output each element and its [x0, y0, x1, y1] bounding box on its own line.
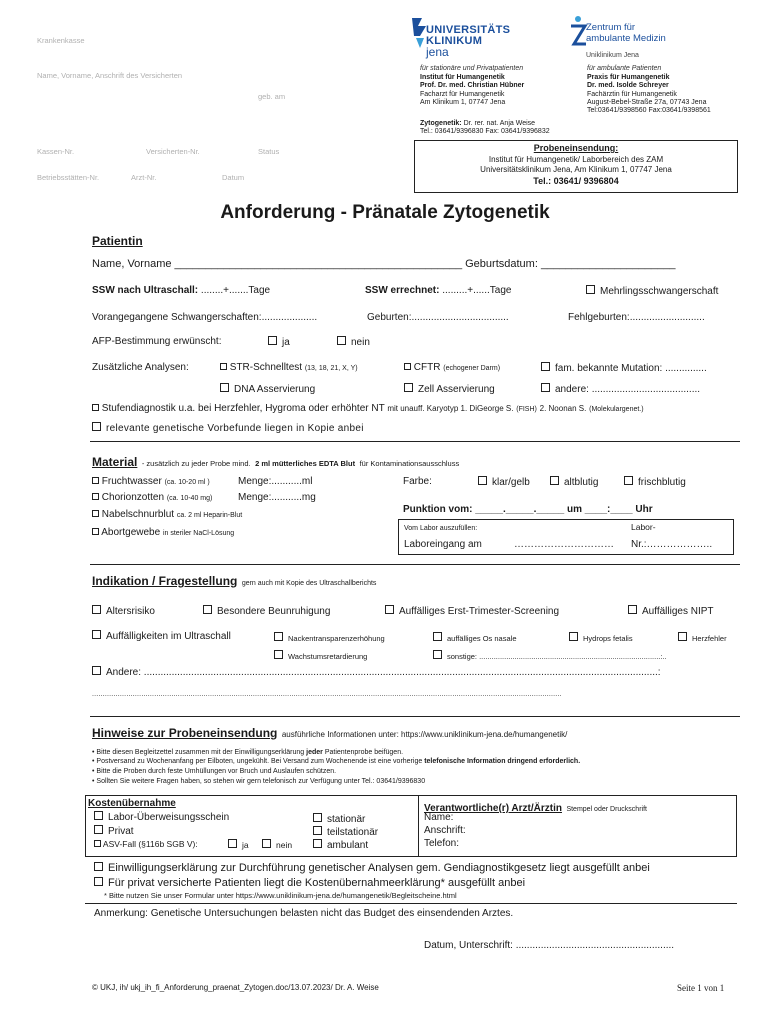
cftr-checkbox[interactable] — [404, 362, 500, 373]
andere-analysen-checkbox[interactable]: andere: ....................................... — [541, 383, 700, 395]
ukj-logo-line2: KLINIKUM — [426, 35, 483, 47]
labor-ueberweisung-checkbox[interactable]: Labor-Überweisungsschein — [94, 811, 229, 823]
probe-tel: Tel.: 03641/ 9396804 — [533, 176, 619, 186]
label-name-address: Name, Vorname, Anschrift des Versicherten — [37, 71, 183, 80]
name-birth-line[interactable]: Name, Vorname _______________________________________________ Geburtsdatum: ______________________ — [92, 258, 676, 270]
hinweis-2b: telefonische Information dringend erforderlich. — [424, 758, 581, 765]
label-versicherten-nr: Versicherten-Nr. — [146, 147, 200, 156]
label-arzt-nr: Arzt-Nr. — [131, 173, 157, 182]
altersrisiko-checkbox[interactable]: Altersrisiko — [92, 605, 155, 617]
afp-nein-checkbox[interactable]: nein — [337, 336, 370, 348]
ambulant-checkbox[interactable]: ambulant — [313, 839, 368, 851]
inst2-line2: Dr. med. Isolde Schreyer — [587, 82, 669, 89]
nipt-checkbox[interactable]: Auffälliges NIPT — [628, 605, 714, 617]
str-box[interactable] — [220, 363, 227, 370]
hinweis-2a: • Postversand zu Wochenanfang per Eilboten, ungekühlt. Bei Versand zum Wochenende ist eine vorherige — [92, 758, 423, 765]
footer-docinfo: © UKJ, ih/ ukj_ih_fi_Anforderung_praenat_Zytogen.doc/13.07.2023/ Dr. A. Weise — [92, 983, 379, 992]
abort-checkbox[interactable] — [92, 527, 234, 538]
zam-logo-line2: ambulante Medizin — [586, 33, 666, 44]
zyto-name: Dr. rer. nat. Anja Weise — [463, 120, 536, 127]
divider-indikation — [90, 716, 740, 717]
label-datum: Datum — [222, 173, 245, 182]
inst1-line1: Institut für Humangenetik — [420, 74, 505, 81]
probe-title: Probeneinsendung: — [533, 143, 619, 153]
privat-checkbox[interactable]: Privat — [94, 825, 134, 837]
einwilligung-checkbox[interactable]: Einwilligungserklärung zur Durchführung genetischer Analysen gem. Gendiagnostikgesetz liegt ausgefüllt anbei — [94, 862, 650, 874]
abort-label: Abortgewebe — [101, 527, 161, 538]
zyto-tel: Tel.: 03641/9396830 Fax: 03641/9396832 — [420, 128, 550, 135]
label-status: Status — [258, 147, 280, 156]
verant-heading-line — [424, 798, 647, 816]
andere-indikation-checkbox[interactable]: Andere: .........................................................................................................................................................................................: — [92, 666, 661, 678]
str-label: STR-Schnelltest — [229, 362, 303, 373]
hinweis-1b: jeder — [306, 749, 323, 756]
hinweise-heading: Hinweise zur Probeneinsendung — [92, 726, 278, 740]
fruchtwasser-checkbox[interactable] — [92, 476, 210, 487]
material-note-b: 2 ml mütterliches EDTA Blut — [255, 459, 356, 468]
vorangegangene-line[interactable]: Vorangegangene Schwangerschaften:.................... — [92, 312, 318, 323]
klar-checkbox[interactable]: klar/gelb — [478, 476, 530, 488]
footer-page: Seite 1 von 1 — [677, 983, 725, 993]
asv-box[interactable] — [94, 840, 101, 847]
stufen-box[interactable] — [92, 404, 99, 411]
frischblutig-checkbox[interactable]: frischblutig — [624, 476, 686, 488]
stufen-2: 2. Noonan S. — [539, 404, 587, 413]
afp-ja-checkbox[interactable]: ja — [268, 336, 290, 348]
ssw-errechnet[interactable] — [365, 285, 511, 296]
arzt-telefon-label[interactable]: Telefon: — [424, 838, 460, 849]
zam-logo-icon — [568, 14, 588, 48]
nabelschnur-label: Nabelschnurblut — [101, 509, 175, 520]
os-nasale-checkbox[interactable]: auffälliges Os nasale — [433, 632, 517, 643]
zell-checkbox[interactable]: Zell Asservierung — [404, 383, 495, 395]
fruchtwasser-box[interactable] — [92, 477, 99, 484]
inst1-line3: Facharzt für Humangenetik — [420, 91, 505, 98]
inst2-line3: Fachärztin für Humangenetik — [587, 91, 677, 98]
cftr-box[interactable] — [404, 363, 411, 370]
stufen-label: Stufendiagnostik u.a. bei Herzfehler, Hygroma oder erhöhter NT — [101, 403, 385, 414]
label-betriebsstaetten-nr: Betriebsstätten-Nr. — [37, 173, 100, 182]
str-small: (13, 18, 21, X, Y) — [304, 365, 358, 372]
zyto-label: Zytogenetik: — [420, 120, 462, 127]
zam-logo-line1: Zentrum für — [586, 22, 636, 33]
ets-checkbox[interactable]: Auffälliges Erst-Trimester-Screening — [385, 605, 559, 617]
asv-ja-checkbox[interactable]: ja — [228, 839, 249, 850]
sonstige-checkbox[interactable]: sonstige: .......................................................................................:.. — [433, 650, 667, 661]
teilstationaer-checkbox[interactable]: teilstationär — [313, 826, 378, 838]
formular-hint: * Bitte nutzen Sie unser Formular unter https://www.uniklinikum-jena.de/humangenetik/Begleitscheine.html — [104, 891, 457, 900]
befunde-checkbox[interactable]: relevante genetische Vorbefunde liegen in Kopie anbei — [92, 422, 364, 434]
nacken-checkbox[interactable]: Nackentransparenzerhöhung — [274, 632, 385, 643]
stempel-note: Stempel oder Druckschrift — [566, 806, 647, 813]
patientin-heading: Patientin — [92, 234, 143, 248]
stationaer-checkbox[interactable]: stationär — [313, 813, 365, 825]
indikation-heading: Indikation / Fragestellung — [92, 574, 238, 588]
material-note-a: - zusätzlich zu jeder Probe mind. — [141, 459, 251, 468]
beunruhigung-checkbox[interactable]: Besondere Beunruhigung — [203, 605, 330, 617]
divider-material — [90, 564, 740, 565]
fruchtwasser-small: (ca. 10-20 ml ) — [164, 479, 210, 486]
divider-patient — [90, 441, 740, 442]
ssw-ultraschall-value: ........+.......Tage — [200, 285, 271, 296]
ssw-ultraschall-label: SSW nach Ultraschall: — [92, 285, 199, 296]
probe-line2: Universitätsklinikum Jena, Am Klinikum 1, 07747 Jena — [480, 165, 672, 174]
verant-heading: Verantwortliche(r) Arzt/Ärztin — [424, 803, 562, 814]
ssw-errechnet-label: SSW errechnet: — [365, 285, 440, 296]
cftr-small: (echogener Darm) — [443, 365, 501, 372]
fehlgeburten-line[interactable]: Fehlgeburten:........................... — [568, 312, 705, 323]
label-kassen-nr: Kassen-Nr. — [37, 147, 75, 156]
hinweis-1 — [92, 749, 403, 756]
herzfehler-checkbox[interactable]: Herzfehler — [678, 632, 727, 643]
material-note-c: für Kontaminationsausschluss — [359, 459, 460, 468]
probeneinsendung-box — [414, 140, 738, 193]
indikation-note: gern auch mit Kopie des Ultraschallberichts — [241, 580, 377, 587]
labor-nr-label2[interactable]: Nr.:……………….. — [631, 539, 713, 550]
asv-nein-checkbox[interactable]: nein — [262, 839, 292, 850]
cz-menge[interactable]: Menge:...........mg — [238, 492, 316, 503]
hinweis-1c: Patientenprobe beifügen. — [324, 749, 404, 756]
nabelschnur-box[interactable] — [92, 510, 99, 517]
laboreingang-label: Laboreingang am — [404, 539, 482, 550]
stufen-small1: mit unauff. Karyotyp 1. DiGeorge S. — [387, 404, 514, 413]
arzt-anschrift-label[interactable]: Anschrift: — [424, 825, 466, 836]
chorion-box[interactable] — [92, 493, 99, 500]
labor-box — [398, 519, 734, 555]
laboreingang-dots[interactable]: ………………………… — [514, 539, 614, 550]
zam-logo-line3: Uniklinikum Jena — [586, 52, 639, 59]
fam-mutation-checkbox[interactable]: fam. bekannte Mutation: ............... — [541, 362, 707, 374]
altblutig-checkbox[interactable]: altblutig — [550, 476, 598, 488]
inst1-line2: Prof. Dr. med. Christian Hübner — [420, 82, 525, 89]
divider-einw — [85, 903, 737, 904]
zam-logo — [568, 14, 688, 64]
kosten-heading: Kostenübernahme — [88, 798, 176, 809]
anmerkung: Anmerkung: Genetische Untersuchungen belasten nicht das Budget des einsendenden Arztes. — [94, 908, 514, 919]
inst1-line4: Am Klinikum 1, 07747 Jena — [420, 99, 506, 106]
dna-checkbox[interactable]: DNA Asservierung — [220, 383, 315, 395]
chorion-checkbox[interactable] — [92, 492, 212, 503]
ssw-errechnet-value: .........+......Tage — [442, 285, 512, 296]
material-heading-line — [92, 453, 459, 471]
hydrops-checkbox[interactable]: Hydrops fetalis — [569, 632, 633, 643]
nabelschnur-checkbox[interactable] — [92, 509, 242, 520]
inst2-line1: Praxis für Humangenetik — [587, 74, 670, 81]
label-krankenkasse: Krankenkasse — [37, 36, 85, 45]
ukj-logo-line3: jena — [426, 45, 449, 59]
stufen-checkbox[interactable] — [92, 403, 644, 414]
afp-label: AFP-Bestimmung erwünscht: — [92, 336, 222, 347]
mehrling-checkbox[interactable]: Mehrlingsschwangerschaft — [586, 285, 718, 297]
asv-line — [94, 839, 198, 849]
ukj-logo — [410, 16, 511, 60]
hinweise-heading-line — [92, 724, 567, 742]
wachstum-checkbox[interactable]: Wachstumsretardierung — [274, 650, 367, 661]
indikation-dots-line[interactable]: ........................................................................................................................................................................................................................... — [92, 691, 562, 698]
material-heading: Material — [92, 455, 138, 469]
hinweis-4: • Sollten Sie weitere Fragen haben, so stehen wir gern telefonisch zur Verfügung unter Tel.: 03641/9396830 — [92, 778, 426, 785]
asv-label: ASV-Fall (§116b SGB V): — [102, 839, 198, 849]
inst2-line5: Tel:03641/9398560 Fax:03641/9398561 — [587, 107, 711, 114]
ukj-logo-line1: UNIVERSITÄTS — [426, 24, 511, 36]
inst2-line4: August-Bebel-Straße 27a, 07743 Jena — [587, 99, 707, 106]
inst1-sub: für stationäre und Privatpatienten — [420, 65, 524, 72]
cftr-label: CFTR — [413, 362, 441, 373]
label-geb: geb. am — [258, 92, 286, 101]
geburten-line[interactable]: Geburten:................................... — [367, 312, 509, 323]
fw-menge[interactable]: Menge:...........ml — [238, 476, 313, 487]
nabelschnur-small: ca. 2 ml Heparin-Blut — [176, 512, 243, 519]
labor-hint: Vom Labor auszufüllen: — [404, 525, 478, 532]
hinweis-1a: • Bitte diesen Begleitzettel zusammen mit der Einwilligungserklärung — [92, 749, 305, 756]
chorion-label: Chorionzotten — [101, 492, 165, 503]
kosten-divider — [418, 795, 419, 857]
hinweise-note: ausführliche Informationen unter: https://www.uniklinikum-jena.de/humangenetik/ — [281, 730, 568, 739]
punktion-line[interactable]: Punktion vom: _____._____._____ um ____:____ Uhr — [403, 504, 653, 515]
stufen-small3: (Molekulargenet.) — [589, 406, 644, 413]
abort-small: in steriler NaCl-Lösung — [162, 530, 235, 537]
ultraschall-checkbox[interactable]: Auffälligkeiten im Ultraschall — [92, 630, 231, 642]
farbe-label: Farbe: — [403, 476, 432, 487]
stufen-small2: (FISH) — [516, 406, 537, 413]
chorion-small: (ca. 10-40 mg) — [166, 495, 213, 502]
zusatz-label: Zusätzliche Analysen: — [92, 362, 189, 373]
ssw-ultraschall[interactable] — [92, 285, 270, 296]
fruchtwasser-label: Fruchtwasser — [101, 476, 162, 487]
probe-line1: Institut für Humangenetik/ Laborbereich des ZAM — [488, 155, 664, 164]
abort-box[interactable] — [92, 528, 99, 535]
kostenuebernahme-checkbox[interactable]: Für privat versicherte Patienten liegt die Kostenübernahmeerklärung* ausgefüllt anbei — [94, 877, 525, 889]
zyto-line — [420, 120, 535, 127]
inst2-sub: für ambulante Patienten — [587, 65, 662, 72]
str-checkbox[interactable] — [220, 362, 358, 373]
hinweis-3: • Bitte die Proben durch feste Umhüllungen vor Bruch und Auslaufen schützen. — [92, 768, 337, 775]
page-title: Anforderung - Pränatale Zytogenetik — [220, 202, 550, 223]
indikation-heading-line — [92, 572, 376, 590]
hinweis-2 — [92, 758, 580, 765]
unterschrift-line[interactable]: Datum, Unterschrift: ......................................................... — [424, 940, 675, 951]
arzt-name-label[interactable]: Name: — [424, 812, 454, 823]
labor-nr-label1: Labor- — [631, 522, 656, 532]
